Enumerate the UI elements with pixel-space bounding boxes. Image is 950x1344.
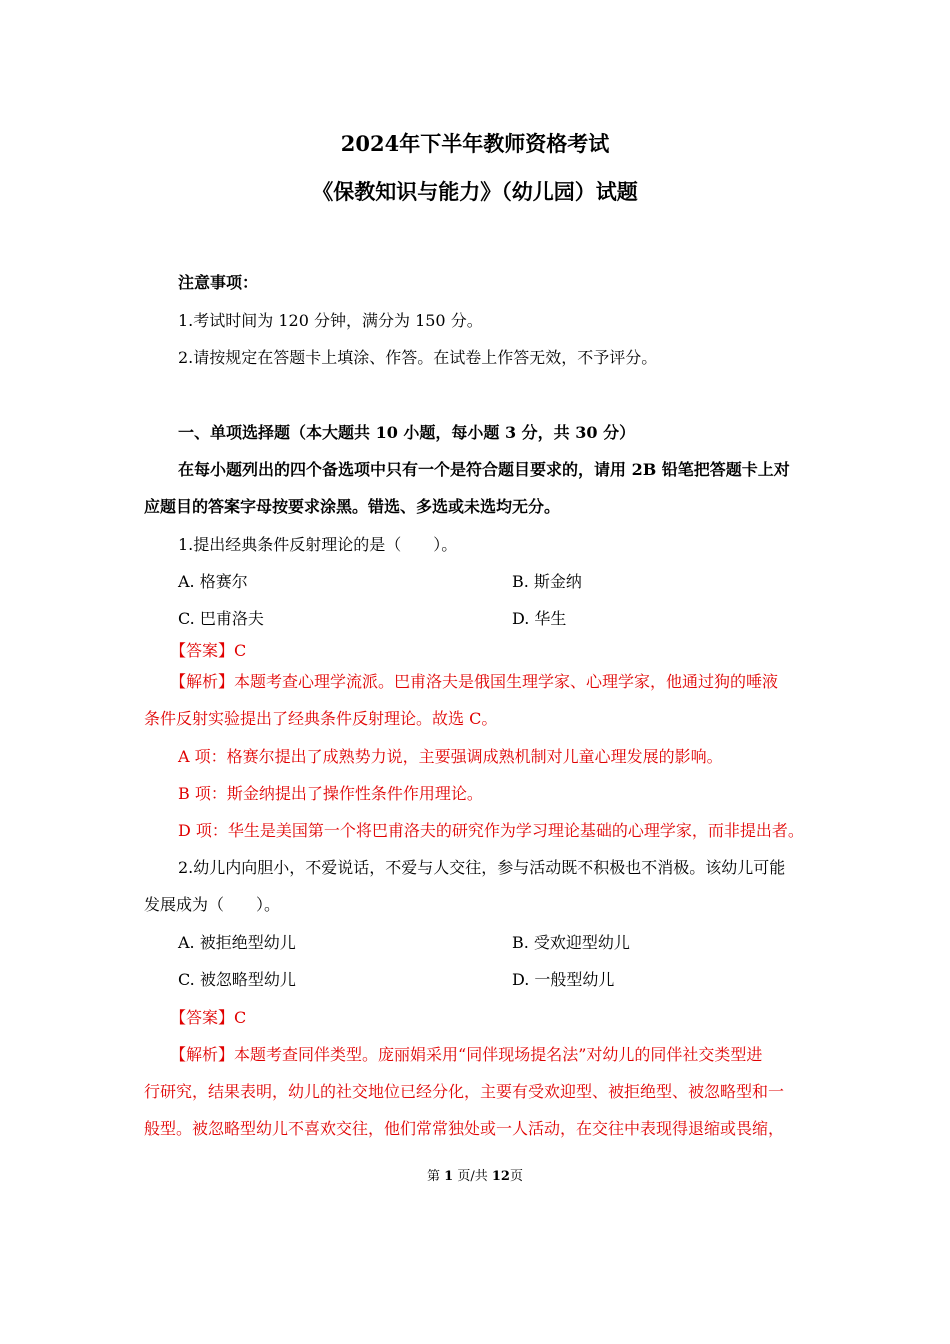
footer-pre: 第: [427, 1169, 441, 1184]
page-footer: [0, 1165, 950, 1184]
analysis-text: 条件反射实验提出了经典条件反射理论。故选 C。: [144, 709, 498, 728]
option-d: D. 一般型幼儿: [512, 970, 615, 989]
footer-mid: 页/共: [457, 1169, 488, 1184]
notice-item: 1.考试时间为 120 分钟，满分为 150 分。: [178, 311, 483, 330]
option-a: A. 格赛尔: [178, 572, 248, 591]
answer-value: C: [234, 1008, 247, 1027]
answer-line: [170, 641, 246, 660]
analysis-note: B 项：斯金纳提出了操作性条件作用理论。: [178, 784, 483, 803]
footer-page-number: 1: [444, 1169, 454, 1184]
answer-line: [170, 1008, 246, 1027]
question-stem: 1.提出经典条件反射理论的是（ ）。: [178, 535, 458, 554]
section-instruction: 应题目的答案字母按要求涂黑。错选、多选或未选均无分。: [144, 497, 561, 516]
notice-item: 2.请按规定在答题卡上填涂、作答。在试卷上作答无效，不予评分。: [178, 348, 658, 367]
page-subtitle: 《保教知识与能力》（幼儿园）试题: [312, 179, 638, 204]
option-b: B. 受欢迎型幼儿: [512, 933, 630, 952]
analysis-text: 本题考查心理学流派。巴甫洛夫是俄国生理学家、心理学家，他通过狗的唾液: [234, 672, 779, 691]
option-c: C. 被忽略型幼儿: [178, 970, 296, 989]
analysis-label: 【解析】: [170, 1045, 235, 1064]
option-a: A. 被拒绝型幼儿: [178, 933, 296, 952]
section-heading: 一、单项选择题（本大题共 10 小题，每小题 3 分，共 30 分）: [178, 423, 636, 442]
footer-total-pages: 12: [491, 1169, 510, 1184]
analysis-line: [170, 1045, 762, 1064]
notice-heading: 注意事项：: [178, 273, 259, 292]
option-c: C. 巴甫洛夫: [178, 609, 264, 628]
option-b: B. 斯金纳: [512, 572, 582, 591]
answer-value: C: [234, 641, 247, 660]
analysis-line: [170, 672, 778, 691]
question-stem: 发展成为（ ）。: [144, 895, 281, 914]
analysis-text: 行研究，结果表明，幼儿的社交地位已经分化，主要有受欢迎型、被拒绝型、被忽略型和一: [144, 1082, 785, 1101]
answer-label: 【答案】: [170, 1008, 235, 1027]
analysis-note: A 项：格赛尔提出了成熟势力说，主要强调成熟机制对儿童心理发展的影响。: [178, 747, 723, 766]
page-title: 2024年下半年教师资格考试: [340, 131, 610, 156]
footer-post: 页: [509, 1169, 523, 1184]
analysis-text: 般型。被忽略型幼儿不喜欢交往，他们常常独处或一人活动，在交往中表现得退缩或畏缩，: [144, 1119, 785, 1138]
answer-label: 【答案】: [170, 641, 235, 660]
analysis-label: 【解析】: [170, 672, 235, 691]
analysis-text: 本题考查同伴类型。庞丽娟采用“同伴现场提名法”对幼儿的同伴社交类型进: [234, 1045, 763, 1064]
section-instruction: 在每小题列出的四个备选项中只有一个是符合题目要求的，请用 2B 铅笔把答题卡上对: [178, 460, 790, 479]
option-d: D. 华生: [512, 609, 567, 628]
question-stem: 2.幼儿内向胆小，不爱说话，不爱与人交往，参与活动既不积极也不消极。该幼儿可能: [178, 858, 786, 877]
analysis-note: D 项：华生是美国第一个将巴甫洛夫的研究作为学习理论基础的心理学家，而非提出者。: [178, 821, 804, 840]
